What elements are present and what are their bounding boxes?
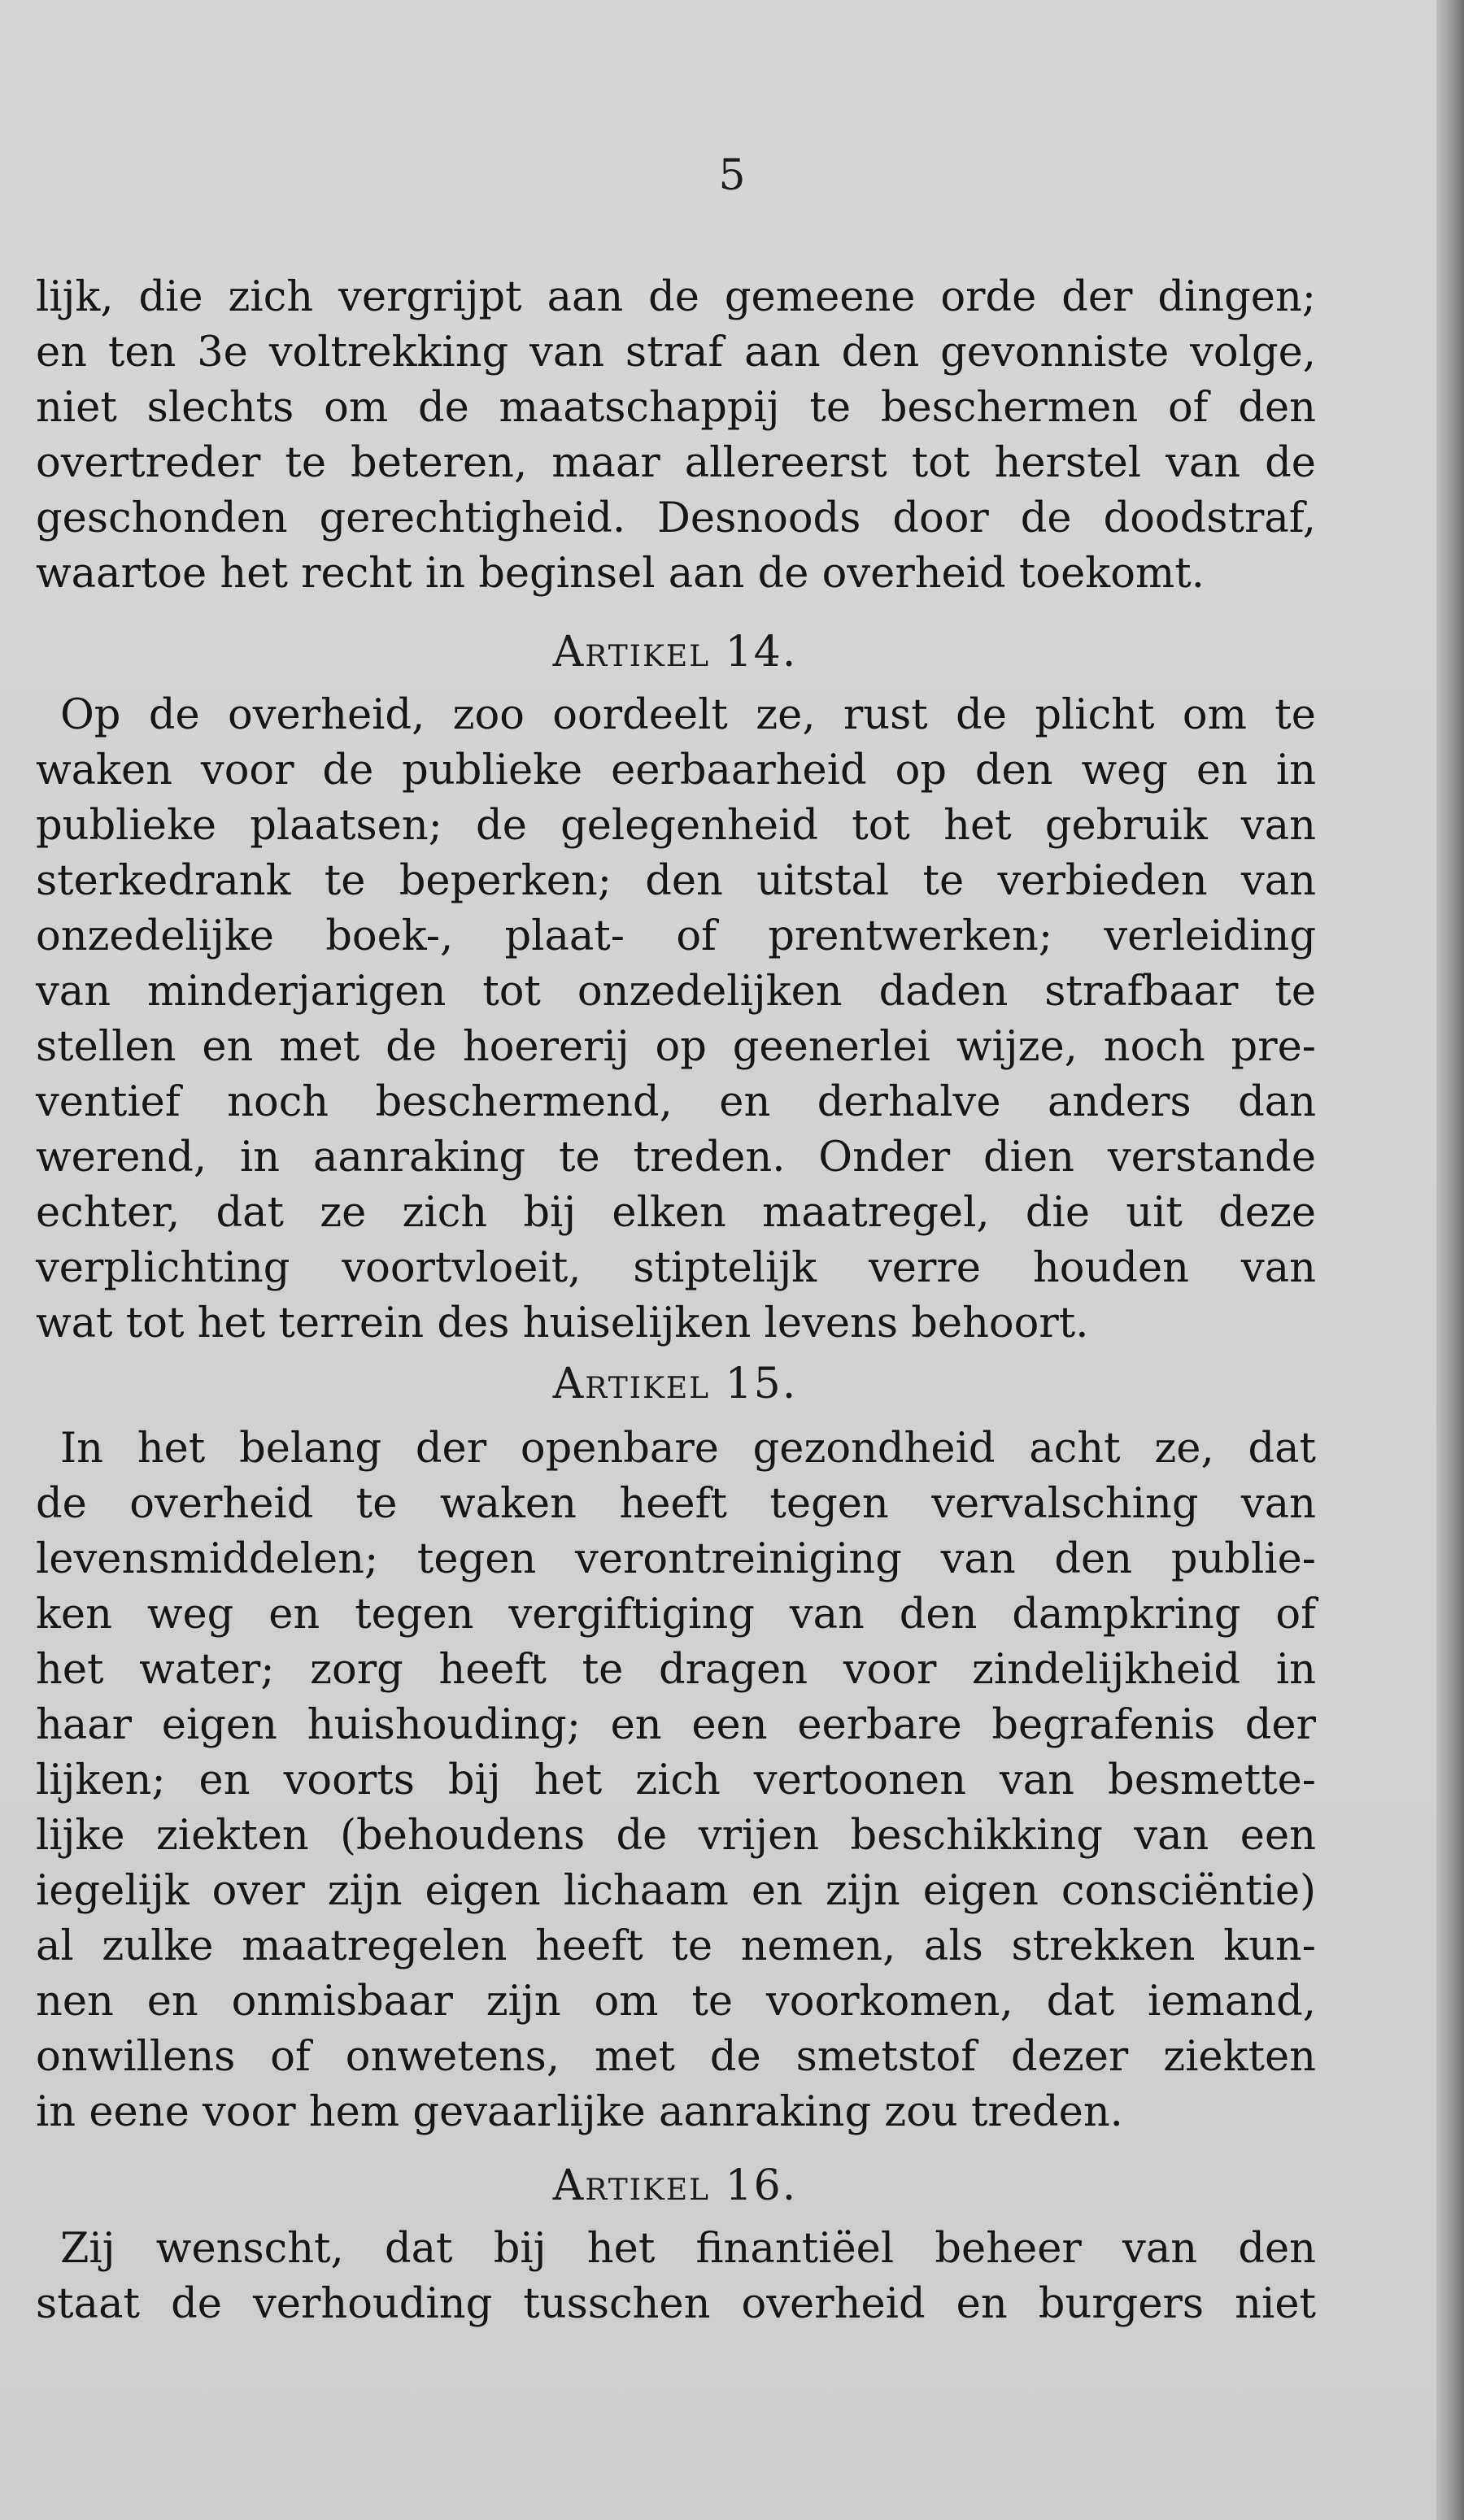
text-line: ventief noch beschermend, en derhalve anders dan [36,1078,1316,1126]
text-line: van minderjarigen tot onzedelijken daden strafbaar te [36,968,1316,1016]
text-line: al zulke maatregelen heeft te nemen, als strekken kun- [36,1922,1316,1970]
scan-edge-shadow [1436,0,1464,2520]
text-line: lijke ziekten (behoudens de vrijen beschikking van een [36,1812,1316,1860]
text-line: nen en onmisbaar zijn om te voorkomen, dat iemand, [36,1978,1316,2026]
text-line: lijk, die zich vergrijpt aan de gemeene orde der dingen; [36,273,1316,321]
text-line: iegelijk over zijn eigen lichaam en zijn eigen consciëntie) [36,1867,1316,1915]
text-line: niet slechts om de maatschappij te beschermen of den [36,384,1316,432]
paragraph-intro [36,270,1316,602]
text-line: in eene voor hem gevaarlijke aanraking zou treden. [36,2088,1123,2136]
text-line: de overheid te waken heeft tegen vervalsching van [36,1480,1316,1528]
page-number: 5 [718,151,746,200]
text-line: ken weg en tegen vergiftiging van den dampkring of [36,1591,1316,1639]
text-line: wat tot het terrein des huiselijken levens behoort. [36,1299,1089,1347]
text-line: onzedelijke boek-, plaat- of prentwerken; verleiding [36,912,1316,960]
heading-artikel-15: Artikel 15. [552,1360,798,1408]
text-line: sterkedrank te beperken; den uitstal te verbieden van [36,857,1316,905]
text-line: stellen en met de hoererij op geenerlei wijze, noch pre- [36,1023,1316,1071]
text-line: In het belang der openbare gezondheid acht ze, dat [60,1425,1316,1473]
text-line: lijken; en voorts bij het zich vertoonen van besmette- [36,1756,1316,1804]
text-line: Op de overheid, zoo oordeelt ze, rust de plicht om te [60,691,1316,739]
heading-artikel-14: Artikel 14. [552,628,798,677]
paragraph-artikel-14 [36,688,1316,1351]
text-line: verplichting voortvloeit, stiptelijk verre houden van [36,1244,1316,1292]
text-line: geschonden gerechtigheid. Desnoods door de doodstraf, [36,494,1316,542]
text-line: haar eigen huishouding; en een eerbare begrafenis der [36,1701,1316,1749]
text-line: werend, in aanraking te treden. Onder dien verstande [36,1134,1316,1182]
text-line: echter, dat ze zich bij elken maatregel, die uit deze [36,1189,1316,1237]
text-line: waken voor de publieke eerbaarheid op den weg en in [36,746,1316,794]
text-line: waartoe het recht in beginsel aan de overheid toekomt. [36,550,1205,598]
text-line: onwillens of onwetens, met de smetstof dezer ziekten [36,2033,1316,2081]
text-line: overtreder te beteren, maar allereerst tot herstel van de [36,439,1316,487]
text-line: staat de verhouding tusschen overheid en burgers niet [36,2280,1316,2328]
text-line: levensmiddelen; tegen verontreiniging van den publie- [36,1535,1316,1583]
text-line: en ten 3e voltrekking van straf aan den gevonniste volge, [36,329,1316,376]
heading-artikel-16: Artikel 16. [552,2161,798,2210]
text-line: publieke plaatsen; de gelegenheid tot het gebruik van [36,802,1316,850]
text-line: Zij wenscht, dat bij het finantiëel beheer van den [60,2225,1316,2273]
text-line: het water; zorg heeft te dragen voor zindelijkheid in [36,1646,1316,1694]
paragraph-artikel-16 [36,2222,1316,2332]
paragraph-artikel-15 [36,1421,1316,2140]
